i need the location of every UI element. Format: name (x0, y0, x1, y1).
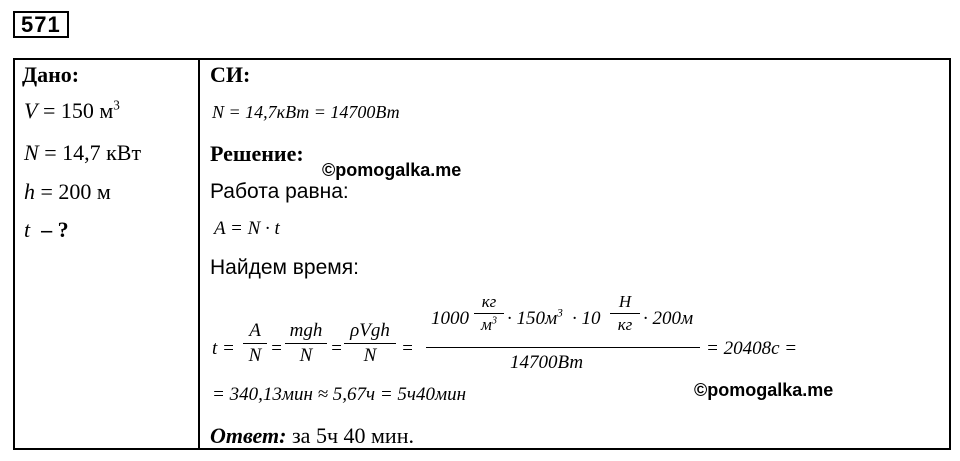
column-divider (198, 58, 200, 450)
given-height: h = 200 м (24, 179, 111, 204)
fraction-a-over-n: A N (243, 320, 267, 367)
work-formula: A = N · t (214, 218, 280, 239)
equals-sign: = (401, 338, 414, 359)
formula-result: = 20408с = (706, 338, 798, 359)
given-volume: V = 150 $м^3$ (24, 97, 120, 123)
given-power: N = 14,7 кВт (24, 140, 142, 165)
solution-heading: Решение: (210, 141, 304, 166)
given-heading: Дано: (22, 62, 80, 87)
watermark: ©pomogalka.me (322, 160, 462, 180)
si-heading: СИ: (210, 62, 251, 87)
fraction-kg-over-m3: кг $м^3$ (474, 292, 504, 335)
big-numerator-150: · $150м^3$ (507, 307, 563, 329)
big-numerator-1000: 1000 (431, 308, 469, 329)
big-fraction-bar (426, 347, 700, 348)
fraction-mgh-over-n: mgh N (285, 320, 327, 367)
formula-second-line: = 340,13мин ≈ 5,67ч = 5ч40мин (212, 384, 467, 405)
si-conversion: N = 14,7кВт = 14700Вт (212, 102, 400, 122)
work-text: Работа равна: (210, 180, 349, 203)
equals-sign: = (330, 338, 343, 359)
big-numerator-10: · 10 (572, 308, 601, 329)
big-numerator-200: · 200м (643, 308, 694, 329)
fraction-n-over-kg: Н кг (610, 292, 640, 335)
big-denominator: 14700Вт (510, 352, 584, 373)
problem-number: 571 (13, 11, 69, 38)
find-time-text: Найдем время: (210, 256, 359, 279)
equals-sign: = (270, 338, 283, 359)
fraction-rhovgh-over-n: ρVgh N (344, 320, 396, 367)
watermark: ©pomogalka.me (694, 380, 834, 400)
answer: Ответ: за 5ч 40 мин. (210, 423, 414, 448)
formula-t-eq: t = (212, 338, 235, 359)
given-question: t – ? (24, 217, 69, 242)
